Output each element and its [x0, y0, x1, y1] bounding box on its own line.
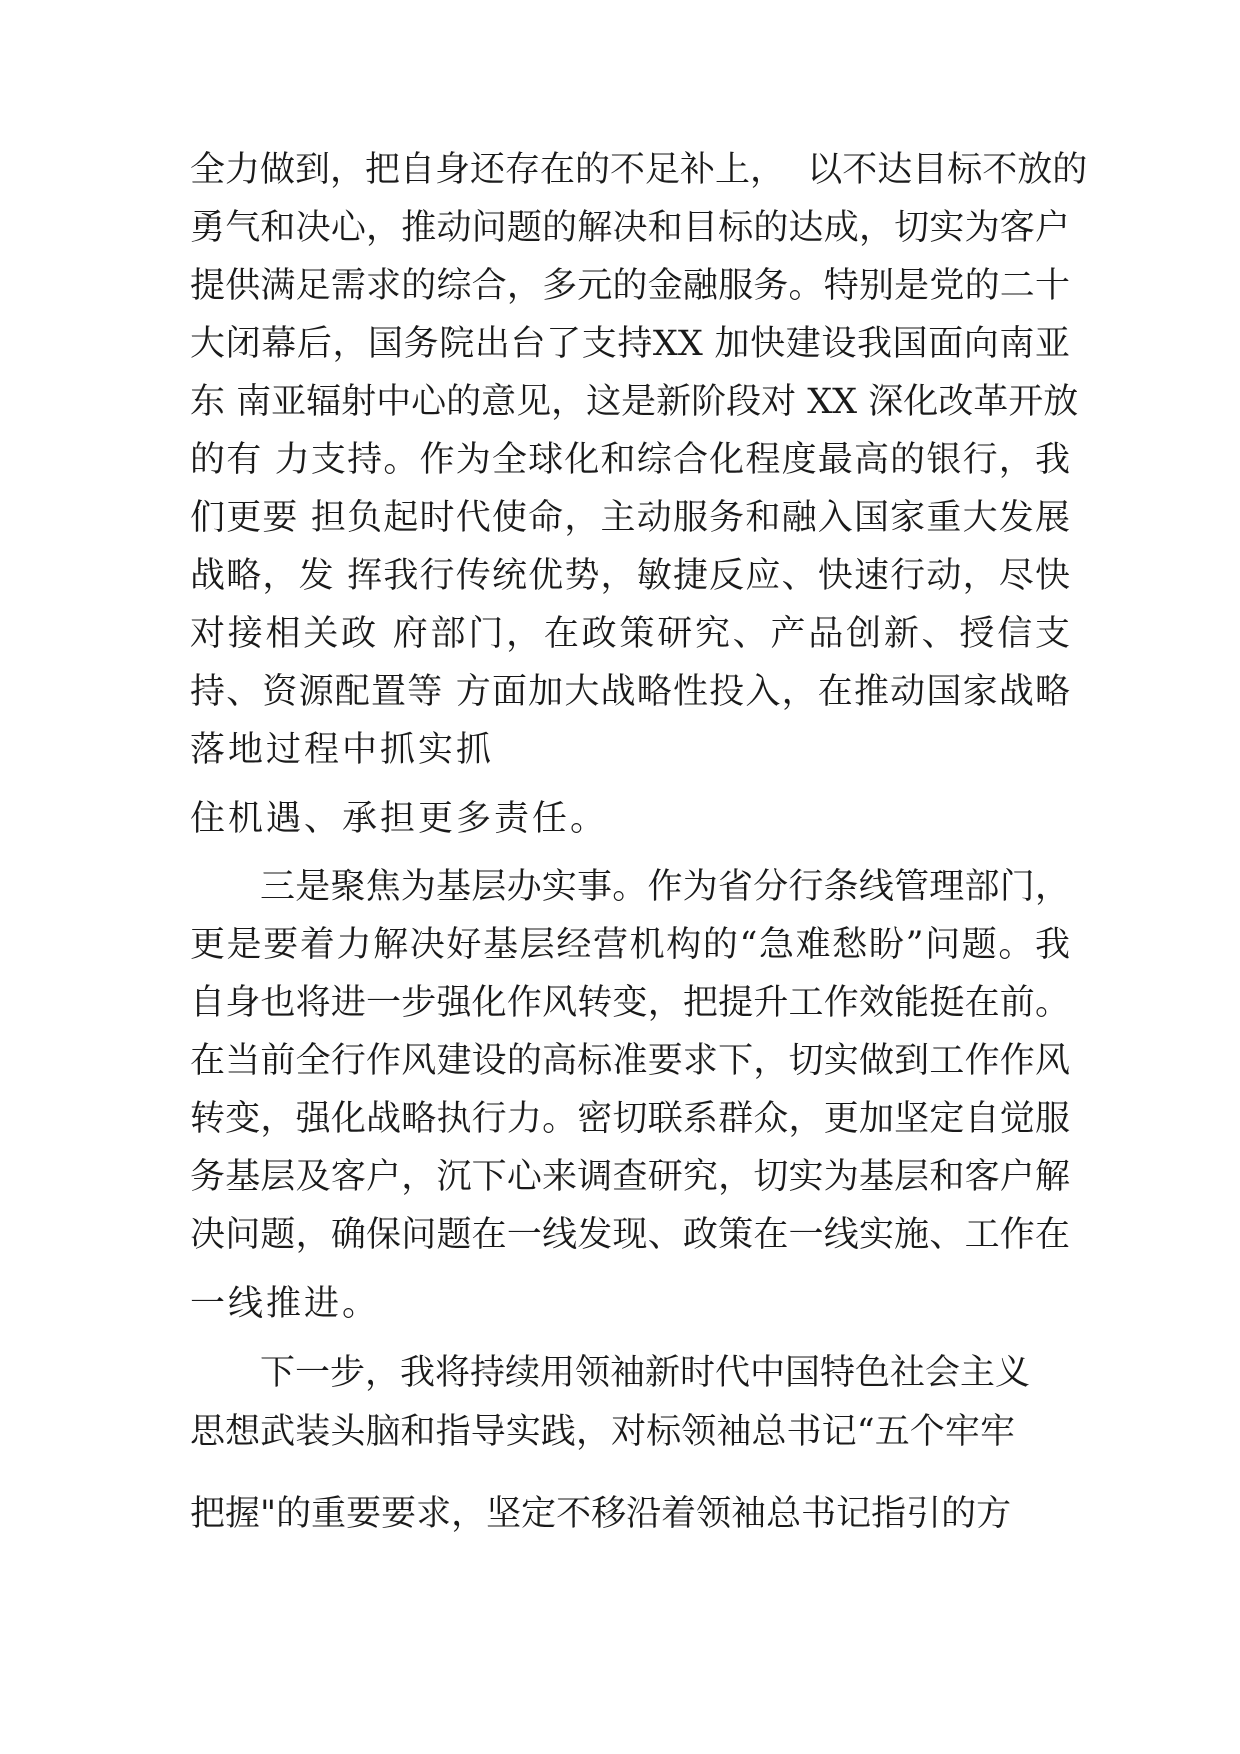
text-line-6: 的有 力支持。作为全球化和综合化程度最高的银行，我	[190, 440, 1070, 480]
text-line-19: 决问题，确保问题在一线发现、政策在一线实施、工作在	[190, 1215, 1070, 1255]
text-line-17: 转变，强化战略执行力。密切联系群众，更加坚定自觉服	[190, 1099, 1070, 1139]
text-line-8: 战略，发 挥我行传统优势，敏捷反应、快速行动，尽快	[190, 556, 1070, 596]
text-line-3: 提供满足需求的综合，多元的金融服务。特别是党的二十	[190, 266, 1070, 306]
text-line-22: 思想武装头脑和指导实践，对标领袖总书记“五个牢牢	[190, 1412, 1015, 1452]
text-line-1: 全力做到，把自身还存在的不足补上， 以不达目标不放的	[190, 150, 1088, 190]
paragraph-start-line-2: 下一步，我将持续用领袖新时代中国特色社会主义	[260, 1353, 1031, 1393]
text-line-20: 一线推进。	[190, 1284, 381, 1324]
text-line-5: 东 南亚辐射中心的意见，这是新阶段对 XX 深化改革开放	[190, 382, 1079, 422]
text-line-9: 对接相关政 府部门，在政策研究、产品创新、授信支	[190, 614, 1070, 654]
text-line-2: 勇气和决心，推动问题的解决和目标的达成，切实为客户	[190, 208, 1070, 248]
text-line-4: 大闭幕后，国务院出台了支持XX 加快建设我国面向南亚	[190, 324, 1070, 364]
text-line-15: 自身也将进一步强化作风转变，把提升工作效能挺在前。	[190, 983, 1070, 1023]
paragraph-start-line: 三是聚焦为基层办实事。作为省分行条线管理部门，	[260, 867, 1070, 907]
text-line-16: 在当前全行作风建设的高标准要求下，切实做到工作作风	[190, 1041, 1070, 1081]
text-line-14: 更是要着力解决好基层经营机构的“急难愁盼”问题。我	[190, 925, 1070, 965]
text-line-7: 们更要 担负起时代使命，主动服务和融入国家重大发展	[190, 498, 1070, 538]
text-line-10: 持、资源配置等 方面加大战略性投入，在推动国家战略	[190, 672, 1070, 712]
text-line-18: 务基层及客户，沉下心来调查研究，切实为基层和客户解	[190, 1157, 1070, 1197]
text-line-12: 住机遇、承担更多责任。	[190, 799, 609, 839]
text-line-23: 把握"的重要要求，坚定不移沿着领袖总书记指引的方	[190, 1494, 1012, 1534]
text-line-11: 落地过程中抓实抓	[190, 730, 495, 770]
